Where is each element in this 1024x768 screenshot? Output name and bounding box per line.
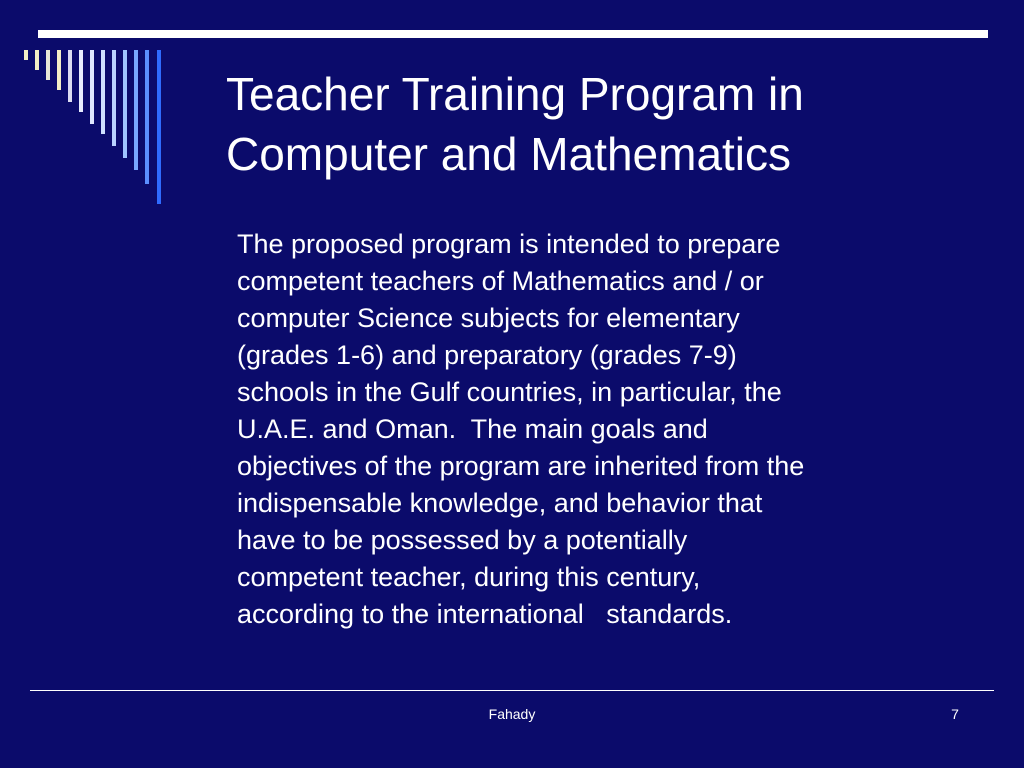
stripe xyxy=(90,50,94,124)
stripe xyxy=(112,50,116,146)
title-line: Computer and Mathematics xyxy=(226,128,792,180)
top-rule xyxy=(38,30,988,38)
body-line: computer Science subjects for elementary xyxy=(237,303,740,333)
body-line: according to the international standards. xyxy=(237,599,733,629)
body-line: U.A.E. and Oman. The main goals and xyxy=(237,414,708,444)
title-line: Teacher Training Program in xyxy=(226,68,804,120)
body-line: (grades 1-6) and preparatory (grades 7-9) xyxy=(237,340,737,370)
stripe xyxy=(101,50,105,134)
stripe xyxy=(68,50,72,102)
stripe xyxy=(24,50,28,60)
stripe xyxy=(134,50,138,170)
stripe xyxy=(123,50,127,158)
body-line: objectives of the program are inherited from the xyxy=(237,451,805,481)
stripe xyxy=(35,50,39,70)
decorative-stripes xyxy=(24,50,174,210)
body-line: competent teachers of Mathematics and / or xyxy=(237,266,764,296)
body-line: schools in the Gulf countries, in particular, the xyxy=(237,377,782,407)
body-paragraph xyxy=(237,226,977,633)
body-line: indispensable knowledge, and behavior that xyxy=(237,488,763,518)
body-line: competent teacher, during this century, xyxy=(237,562,701,592)
slide-title xyxy=(226,64,986,184)
stripe xyxy=(145,50,149,184)
stripe xyxy=(157,50,161,204)
footer-author: Fahady xyxy=(488,706,536,722)
body-line: have to be possessed by a potentially xyxy=(237,525,688,555)
stripe xyxy=(79,50,83,112)
page-number: 7 xyxy=(951,706,959,722)
stripe xyxy=(46,50,50,80)
stripe xyxy=(57,50,61,90)
body-line: The proposed program is intended to prepare xyxy=(237,229,781,259)
footer-rule xyxy=(30,690,994,691)
